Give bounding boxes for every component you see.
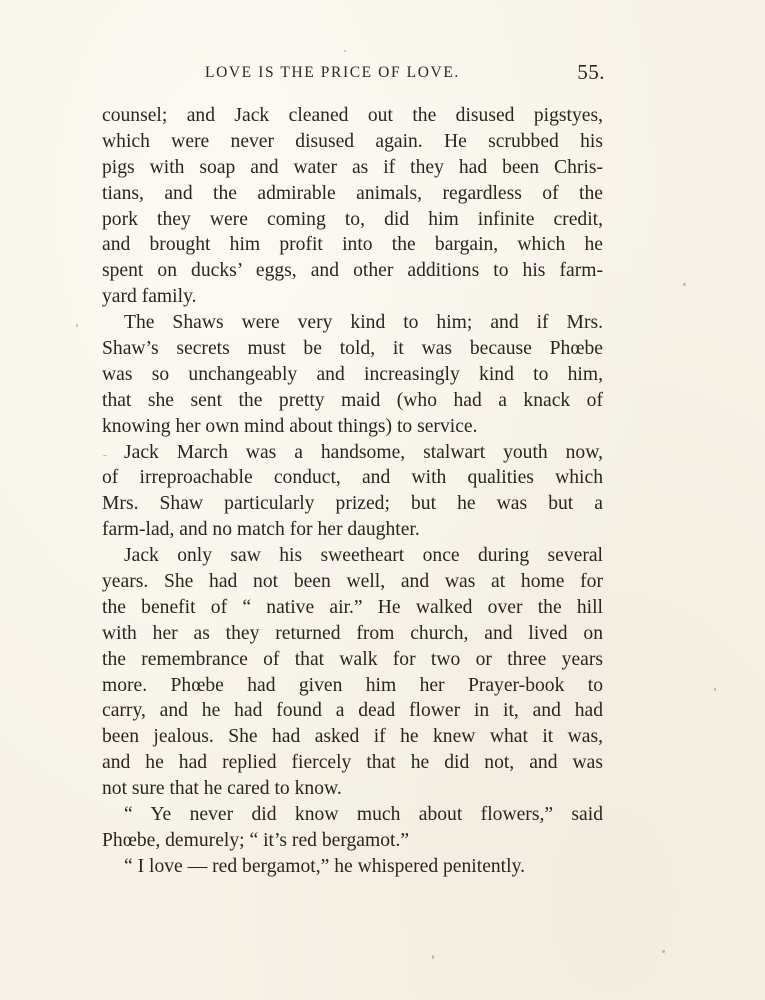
text-line: Jack March was a handsome, stalwart youth now, <box>124 441 603 463</box>
text-line: Shaw’s secrets must be told, it was because Phœbe <box>102 338 603 360</box>
running-title: LOVE IS THE PRICE OF LOVE. <box>205 64 460 81</box>
text-line: spent on ducks’ eggs, and other additions to his farm- <box>102 260 603 282</box>
paper-speck <box>683 283 686 286</box>
text-line: and he had replied fiercely that he did not, and was <box>102 752 603 774</box>
paper-speck <box>344 50 346 52</box>
text-line: pigs with soap and water as if they had been Chris- <box>102 156 603 178</box>
text-line: Phœbe, demurely; “ it’s red bergamot.” <box>102 829 410 851</box>
text-line: Mrs. Shaw particularly prized; but he was but a <box>102 493 603 515</box>
paper-speck <box>76 324 78 327</box>
text-line: knowing her own mind about things) to service. <box>102 415 478 437</box>
paper-speck <box>103 455 107 456</box>
text-line: tians, and the admirable animals, regardless of the <box>102 182 603 204</box>
text-line: which were never disused again. He scrubbed his <box>102 130 603 152</box>
text-line: the benefit of “ native air.” He walked over the hill <box>102 596 603 618</box>
text-line: years. She had not been well, and was at home for <box>102 571 603 593</box>
paper-speck <box>432 955 434 959</box>
text-line: farm-lad, and no match for her daughter. <box>102 519 420 541</box>
text-line: “ Ye never did know much about flowers,” said <box>124 804 603 826</box>
text-line: not sure that he cared to know. <box>102 778 342 800</box>
text-line: carry, and he had found a dead flower in it, and had <box>102 700 603 722</box>
text-line: the remembrance of that walk for two or three years <box>102 648 603 670</box>
body-text <box>102 103 603 880</box>
text-line: and brought him profit into the bargain, which he <box>102 234 603 256</box>
text-line: was so unchangeably and increasingly kind to him, <box>102 363 603 385</box>
text-line: pork they were coming to, did him infinite credit, <box>102 208 603 230</box>
text-line: Jack only saw his sweetheart once during several <box>124 545 603 567</box>
text-line: “ I love — red bergamot,” he whispered penitently. <box>124 855 525 877</box>
text-line: that she sent the pretty maid (who had a knack of <box>102 389 603 411</box>
text-line: more. Phœbe had given him her Prayer-book to <box>102 674 603 696</box>
running-header <box>205 62 605 88</box>
text-line: been jealous. She had asked if he knew what it was, <box>102 726 603 748</box>
text-line: The Shaws were very kind to him; and if Mrs. <box>124 312 603 334</box>
text-line: of irreproachable conduct, and with qualities which <box>102 467 603 489</box>
paper-speck <box>662 950 665 953</box>
page-number: 55. <box>577 60 605 84</box>
text-line: yard family. <box>102 286 197 308</box>
paper-speck <box>714 688 716 691</box>
text-line: with her as they returned from church, and lived on <box>102 622 603 644</box>
text-line: counsel; and Jack cleaned out the disused pigstyes, <box>102 105 603 126</box>
